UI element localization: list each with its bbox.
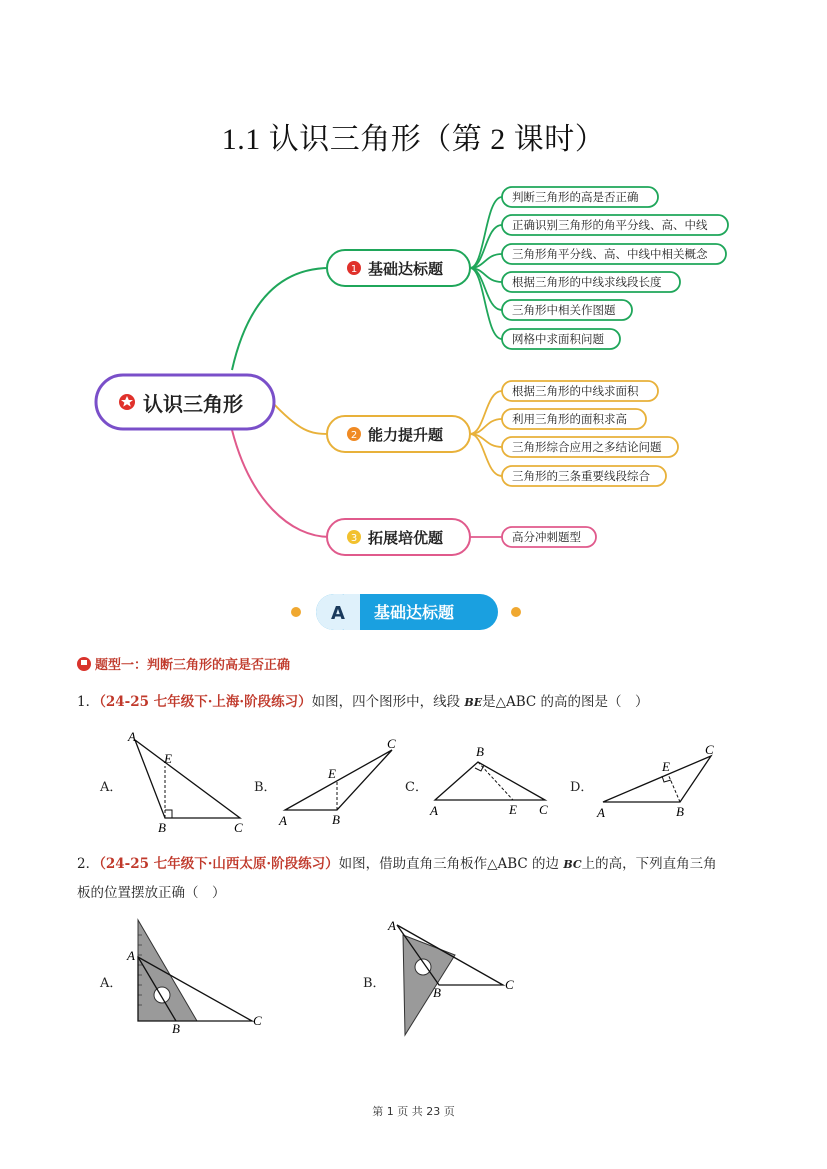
svg-text:E: E: [509, 802, 517, 817]
leaf-2-3: 三角形综合应用之多结论问题: [512, 440, 662, 454]
branch-label-3: 拓展培优题: [368, 529, 444, 547]
svg-text:C: C: [705, 742, 714, 757]
svg-text:C: C: [505, 977, 514, 992]
q2-option-a[interactable]: A．: [100, 976, 123, 991]
svg-text:E: E: [662, 759, 670, 774]
q1-figure-b: [275, 735, 405, 835]
leaf-1-2: 正确识别三角形的角平分线、高、中线: [512, 218, 708, 232]
svg-text:B: B: [172, 1021, 180, 1036]
question-2: 2．（24-25 七年级下·山西太原·阶段练习）如图，借助直角三角板作△ABC 的边 BC上的高，下列直角三角 板的位置摆放正确（ ）: [77, 856, 717, 901]
svg-text:A: A: [127, 948, 135, 963]
svg-text:B: B: [158, 820, 166, 835]
leaf-2-2: 利用三角形的面积求高: [512, 412, 627, 426]
q2-figure-b: [383, 915, 523, 1040]
svg-text:A: A: [388, 918, 396, 933]
leaf-1-5: 三角形中相关作图题: [512, 303, 616, 317]
leaf-1-1: 判断三角形的高是否正确: [512, 190, 639, 204]
leaf-1-4: 根据三角形的中线求线段长度: [512, 275, 662, 289]
svg-text:C: C: [387, 736, 396, 751]
leaf-3-1: 高分冲刺题型: [512, 530, 581, 544]
leaf-1-6: 网格中求面积问题: [512, 332, 604, 346]
svg-text:B: B: [676, 804, 684, 819]
q1-figure-a: [120, 728, 260, 838]
leaf-2-4: 三角形的三条重要线段综合: [512, 469, 650, 483]
branch-1-connectors: [470, 197, 502, 339]
mind-map: [0, 170, 827, 570]
svg-text:A: A: [597, 805, 605, 820]
svg-text:B: B: [433, 985, 441, 1000]
flag-icon: [77, 657, 91, 671]
page-footer: 第 1 页 共 23 页: [372, 1105, 455, 1118]
branch-1-leaves: [502, 187, 728, 349]
q1-option-c[interactable]: C．: [405, 780, 428, 795]
q2-option-b[interactable]: B．: [363, 976, 386, 991]
connector-branch-3: [232, 430, 330, 537]
branch-label-2: 能力提升题: [368, 426, 444, 444]
branch-2-connectors: [470, 391, 502, 476]
branch-node-1: [327, 250, 470, 286]
root-label: 认识三角形: [143, 392, 243, 416]
svg-text:3: 3: [350, 533, 358, 544]
q1-option-d[interactable]: D．: [570, 780, 594, 795]
q1-figure-d: [595, 740, 725, 825]
section-banner: [0, 585, 827, 635]
connector-branch-2: [270, 400, 330, 434]
svg-text:A: A: [430, 803, 438, 818]
question-type-heading: 题型一：判断三角形的高是否正确: [77, 654, 290, 673]
leaf-1-3: 三角形角平分线、高、中线中相关概念: [512, 247, 708, 261]
q1-figure-c: [425, 742, 560, 827]
svg-text:C: C: [253, 1013, 262, 1028]
section-label: 基础达标题: [374, 603, 455, 622]
svg-text:2: 2: [350, 430, 358, 441]
svg-text:C: C: [234, 820, 243, 835]
svg-text:C: C: [539, 802, 548, 817]
svg-text:B: B: [476, 744, 484, 759]
branch-label-1: 基础达标题: [368, 260, 444, 278]
svg-text:A: A: [128, 729, 136, 744]
question-1: 1．（24-25 七年级下·上海·阶段练习）如图，四个图形中，线段 BE是△ABC 的高的图是（ ）: [77, 694, 649, 710]
connector-branch-1: [232, 268, 330, 370]
leaf-2-1: 根据三角形的中线求面积: [512, 384, 639, 398]
page-title: 1.1 认识三角形（第 2 课时）: [221, 123, 606, 156]
q2-figure-a: [122, 915, 272, 1040]
mindmap-root: [96, 375, 274, 429]
section-letter: A: [331, 603, 345, 624]
q1-option-a[interactable]: A．: [100, 780, 123, 795]
svg-text:E: E: [328, 766, 336, 781]
q1-option-b[interactable]: B．: [254, 780, 277, 795]
svg-text:B: B: [332, 812, 340, 827]
branch-3-leaves: [502, 527, 596, 547]
branch-2-leaves: [502, 381, 678, 486]
branch-node-2: [327, 416, 470, 452]
svg-text:E: E: [164, 751, 172, 766]
branch-node-3: [327, 519, 470, 555]
svg-text:1: 1: [350, 264, 358, 275]
svg-text:A: A: [279, 813, 287, 828]
